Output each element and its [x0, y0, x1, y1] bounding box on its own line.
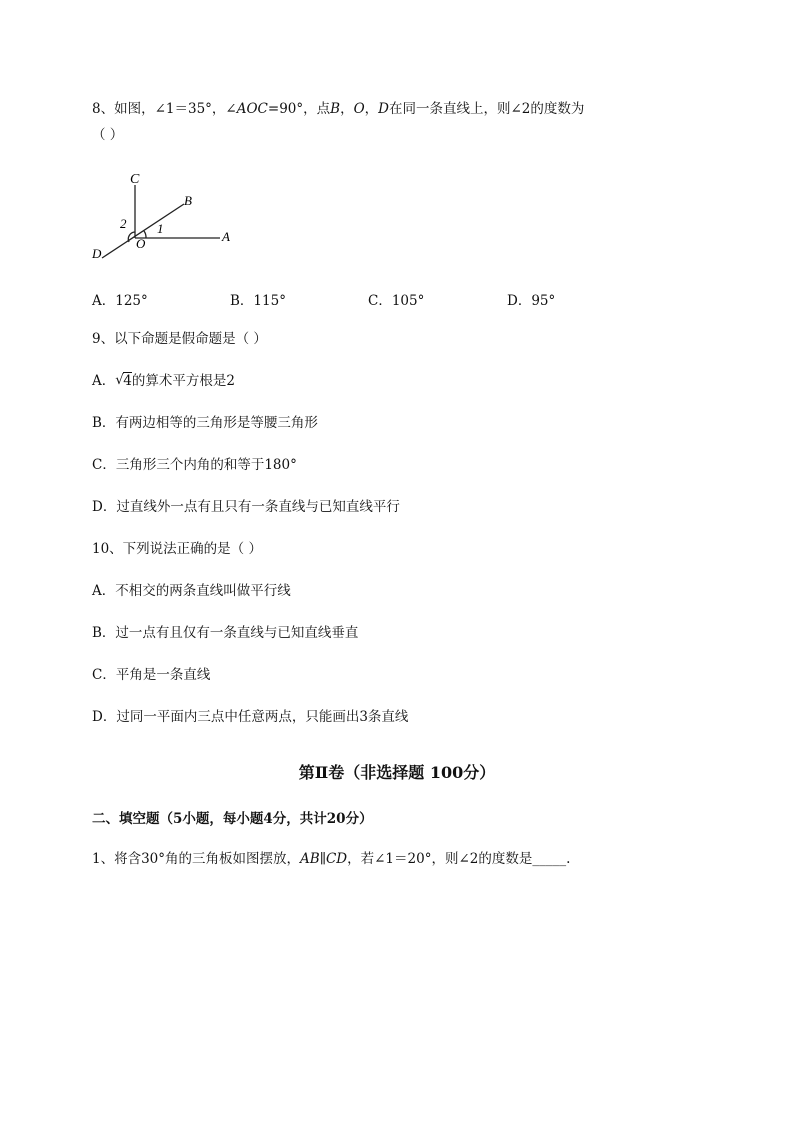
label-c: C: [130, 172, 140, 187]
q8-sep1: ，: [340, 101, 354, 117]
q9-option-c[interactable]: C．三角形三个内角的和等于180°: [92, 457, 297, 473]
q8-figure: [88, 170, 248, 270]
fill1-prefix: 1、将含30°角的三角板如图摆放，: [92, 851, 301, 867]
q8-point-b: B: [330, 101, 341, 117]
label-2: 2: [120, 216, 127, 231]
q9-option-a[interactable]: [92, 372, 235, 390]
q8-angle-aoc: AOC: [236, 101, 268, 117]
q10-option-d[interactable]: D．过同一平面内三点中任意两点，只能画出3条直线: [92, 709, 409, 725]
q10-option-c[interactable]: C．平角是一条直线: [92, 667, 211, 683]
q8-point-d: D: [378, 101, 389, 117]
label-1: 1: [157, 221, 164, 236]
q8-answer-paren: （ ）: [92, 127, 124, 143]
q8-text-mid: =90°，点: [267, 101, 331, 117]
fill1-ab: AB: [300, 851, 320, 867]
q8-sep2: ，: [364, 101, 379, 117]
label-b: B: [184, 193, 192, 208]
label-o: O: [136, 236, 146, 251]
q8-text-prefix: 8、如图，∠1＝35°，∠: [92, 101, 237, 117]
label-a: A: [222, 229, 230, 244]
q10-option-a[interactable]: A．不相交的两条直线叫做平行线: [92, 583, 291, 599]
q9-option-a-suffix: 的算术平方根是2: [131, 373, 235, 389]
q8-text-suffix: 在同一条直线上，则∠2的度数为: [388, 101, 585, 117]
q9-option-d[interactable]: D．过直线外一点有且只有一条直线与已知直线平行: [92, 499, 400, 515]
q8-option-a[interactable]: A．125°: [92, 293, 148, 309]
q8-stem: [92, 100, 584, 118]
label-d: D: [92, 246, 102, 261]
section-title: 第Ⅱ卷（非选择题 100分）: [298, 763, 496, 782]
q8-option-c[interactable]: C．105°: [368, 293, 425, 309]
q9-option-b[interactable]: B．有两边相等的三角形是等腰三角形: [92, 415, 318, 431]
fill1-suffix: ，若∠1＝20°，则∠2的度数是_____.: [347, 851, 571, 867]
q10-stem: 10、下列说法正确的是（ ）: [92, 541, 262, 557]
fill1-cd: CD: [325, 851, 348, 867]
q8-option-d[interactable]: D．95°: [507, 293, 556, 309]
q8-option-b[interactable]: B．115°: [230, 293, 286, 309]
fill1-parallel: ∥: [319, 851, 326, 867]
q9-stem: 9、以下命题是假命题是（ ）: [92, 331, 267, 347]
fill1-stem: [92, 850, 570, 868]
q9-radicand: 4: [123, 373, 132, 389]
q10-option-b[interactable]: B．过一点有且仅有一条直线与已知直线垂直: [92, 625, 359, 641]
q9-option-a-prefix: A．: [92, 373, 116, 389]
q8-point-o: O: [353, 101, 365, 117]
part-title: 二、填空题（5小题，每小题4分，共计20分）: [92, 811, 373, 827]
sqrt-symbol: √ 4: [115, 372, 132, 389]
